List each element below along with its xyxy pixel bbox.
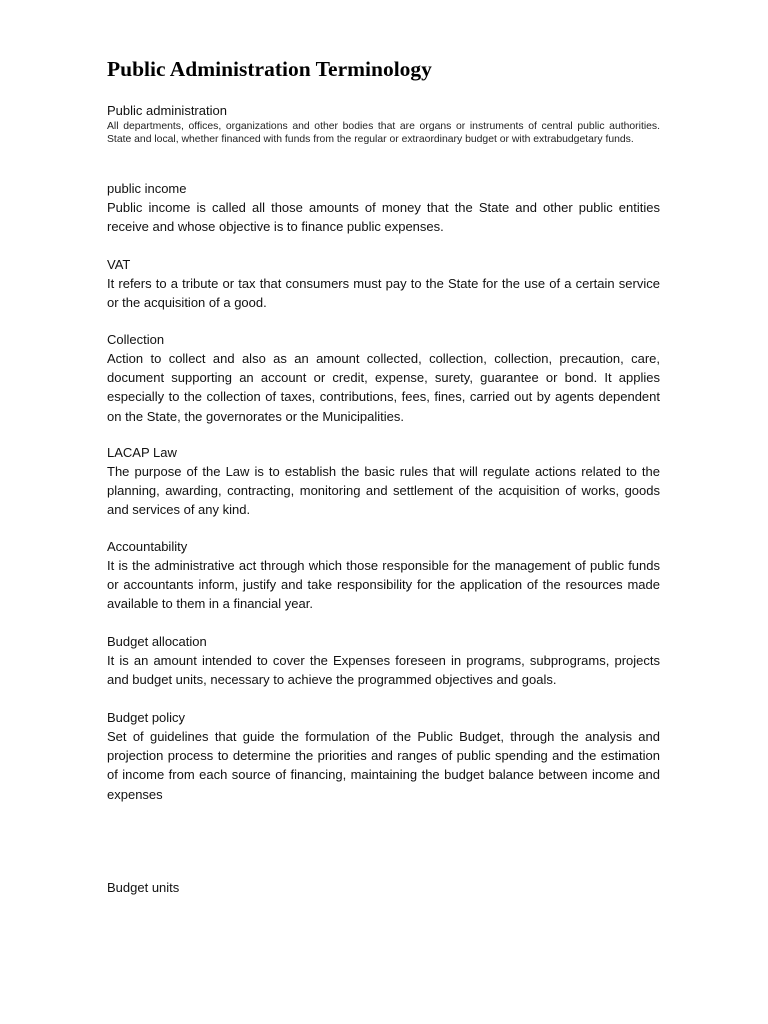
term-definition: Set of guidelines that guide the formulation of the Public Budget, through the analysis and projection process to determine the priorities and ranges of public spending and the estimation of income from each source of financing, maintaining the budget balance between income and expenses — [107, 729, 660, 802]
term-heading: Collection — [107, 332, 165, 347]
term-definition: All departments, offices, organizations and other bodies that are organs or instruments of central public authorities. State and local, whether financed with funds from the regular or extraordinary budget or with extrabudgetary funds. — [107, 121, 660, 146]
glossary-entry-public-administration — [107, 101, 660, 146]
glossary-entry-collection — [107, 330, 660, 426]
term-definition: It is the administrative act through which those responsible for the management of public funds or accountants inform, justify and take responsibility for the application of the resources made available to them in a financial year. — [107, 558, 660, 612]
term-definition: Public income is called all those amounts of money that the State and other public entities receive and whose objective is to finance public expenses. — [107, 200, 660, 235]
glossary-entry-public-income — [107, 179, 660, 236]
term-heading: Budget policy — [107, 710, 186, 725]
term-definition: It refers to a tribute or tax that consumers must pay to the State for the use of a certain service or the acquisition of a good. — [107, 276, 660, 311]
glossary-entry-accountability — [107, 537, 660, 614]
term-heading: VAT — [107, 257, 131, 272]
glossary-entry-lacap-law — [107, 443, 660, 520]
term-heading: Budget allocation — [107, 634, 207, 649]
term-heading: LACAP Law — [107, 445, 177, 460]
term-heading: Budget units — [107, 880, 180, 895]
term-definition: The purpose of the Law is to establish the basic rules that will regulate actions related to the planning, awarding, contracting, monitoring and settlement of the acquisition of works, goods and services of any kind. — [107, 464, 660, 518]
glossary-entry-budget-policy — [107, 708, 660, 804]
glossary-entry-budget-units — [107, 878, 660, 897]
term-heading: Accountability — [107, 539, 188, 554]
term-definition: Action to collect and also as an amount collected, collection, collection, precaution, care, document supporting an account or credit, expense, surety, guarantee or bond. It applies especially to the collection of taxes, contributions, fees, fines, carried out by agents dependent on the State, the governorates or the Municipalities. — [107, 351, 660, 424]
term-heading: public income — [107, 181, 187, 196]
glossary-entry-vat — [107, 255, 660, 312]
term-heading: Public administration — [107, 103, 227, 118]
page-title: Public Administration Terminology — [107, 57, 432, 81]
glossary-entry-budget-allocation — [107, 632, 660, 689]
term-definition: It is an amount intended to cover the Expenses foreseen in programs, subprograms, projects and budget units, necessary to achieve the programmed objectives and goals. — [107, 653, 660, 688]
